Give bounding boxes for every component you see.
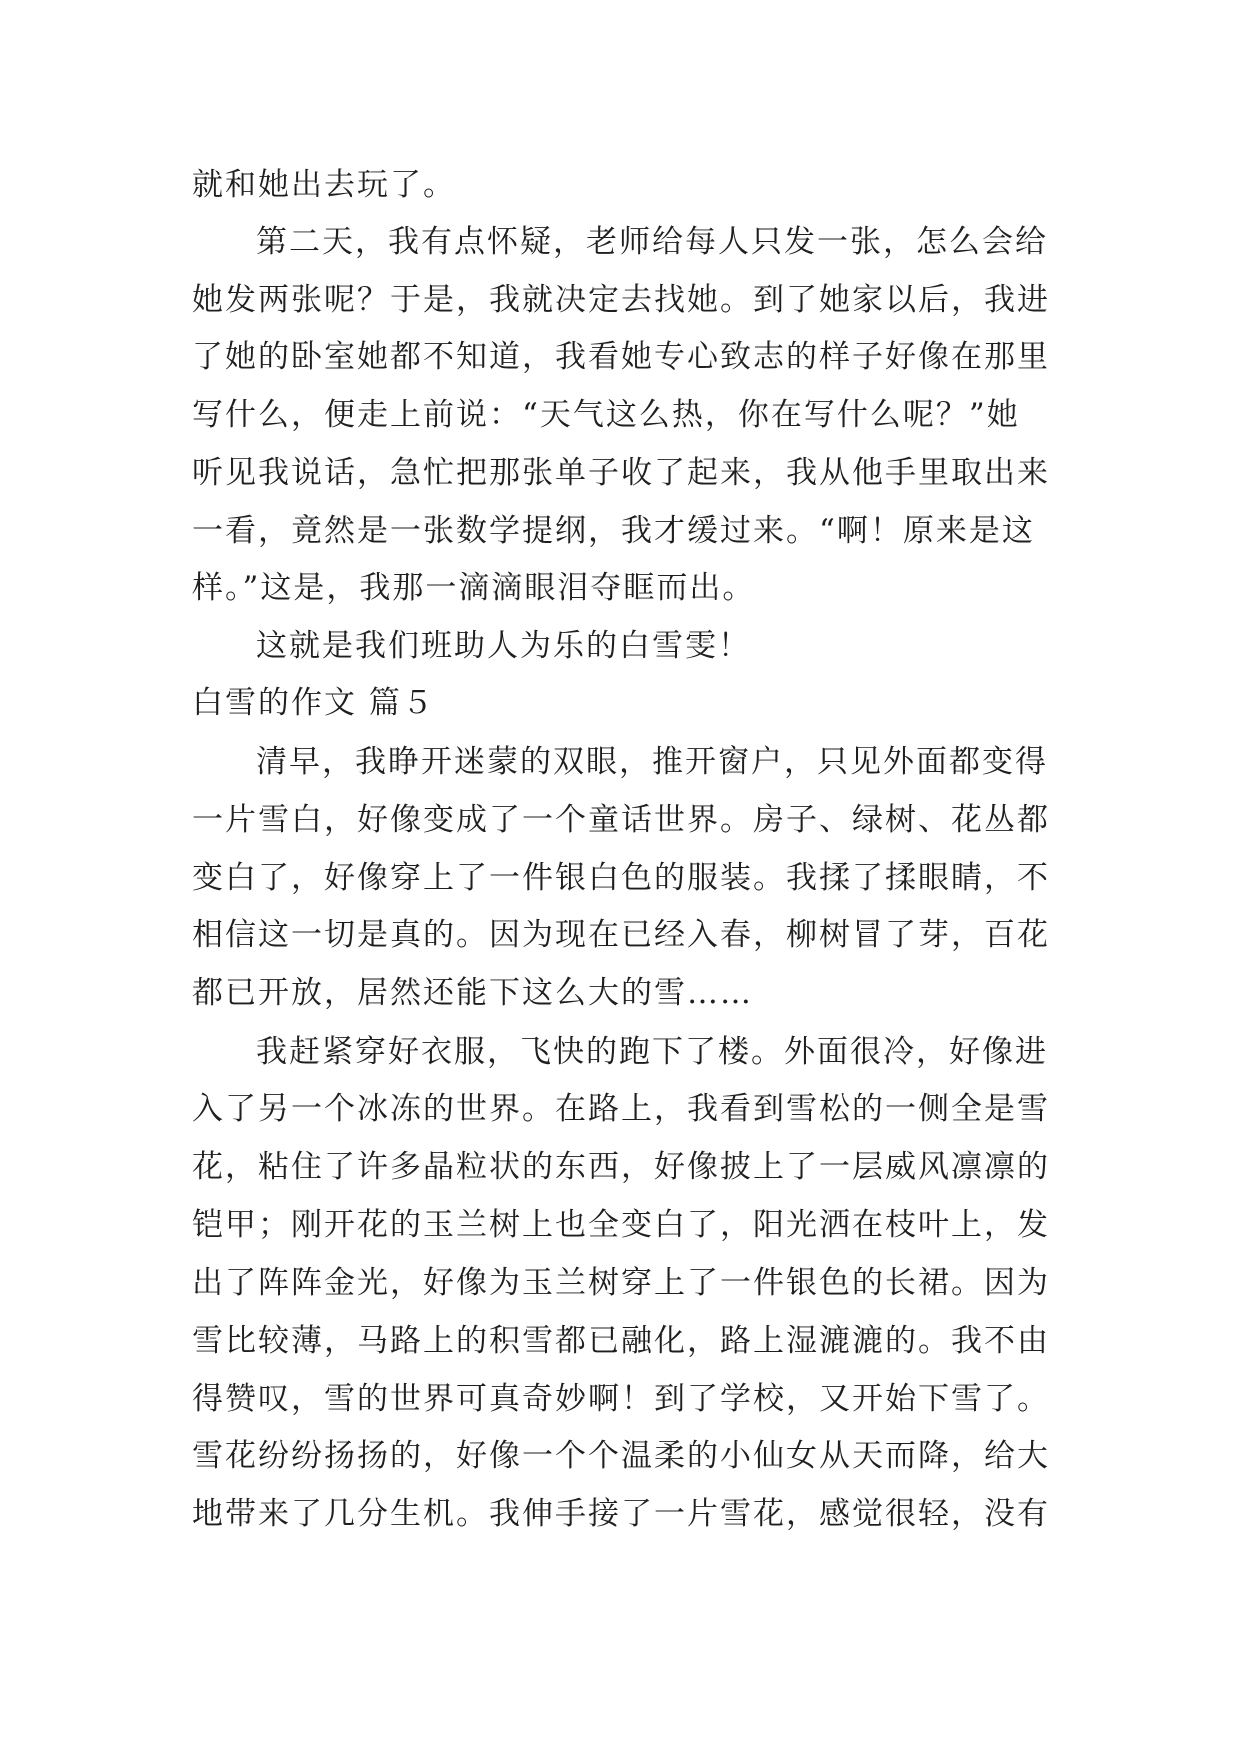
text-line: 相信这一切是真的。因为现在已经入春，柳树冒了芽，百花 (192, 917, 1050, 953)
text-line: 雪比较薄，马路上的积雪都已融化，路上湿漉漉的。我不由 (192, 1323, 1050, 1359)
text-line: 一片雪白，好像变成了一个童话世界。房子、绿树、花丛都 (192, 802, 1050, 838)
text-line: 变白了，好像穿上了一件银白色的服装。我揉了揉眼睛，不 (192, 860, 1050, 896)
text-line: 花，粘住了许多晶粒状的东西，好像披上了一层威风凛凛的 (192, 1149, 1050, 1185)
text-line: 都已开放，居然还能下这么大的雪…… (192, 975, 753, 1011)
text-line: 就和她出去玩了。 (192, 167, 456, 203)
text-line: 一看，竟然是一张数学提纲，我才缓过来。“啊！原来是这 (192, 513, 1035, 549)
text-line: 铠甲；刚开花的玉兰树上也全变白了，阳光洒在枝叶上，发 (192, 1207, 1050, 1243)
paragraph-start-line: 清早，我睁开迷蒙的双眼，推开窗户，只见外面都变得 (256, 744, 1048, 780)
text-line: 样。”这是，我那一滴滴眼泪夺眶而出。 (192, 570, 756, 606)
text-line: 地带来了几分生机。我伸手接了一片雪花，感觉很轻，没有 (192, 1496, 1050, 1532)
paragraph-start-line: 我赶紧穿好衣服，飞快的跑下了楼。外面很冷，好像进 (256, 1034, 1048, 1070)
text-line: 入了另一个冰冻的世界。在路上，我看到雪松的一侧全是雪 (192, 1091, 1050, 1127)
paragraph-start-line: 这就是我们班助人为乐的白雪雯！ (256, 628, 751, 664)
section-heading: 白雪的作文 篇５ (192, 685, 435, 721)
text-line: 出了阵阵金光，好像为玉兰树穿上了一件银色的长裙。因为 (192, 1265, 1050, 1301)
paragraph-start-line: 第二天，我有点怀疑，老师给每人只发一张，怎么会给 (256, 224, 1048, 260)
text-line: 她发两张呢？于是，我就决定去找她。到了她家以后，我进 (192, 282, 1050, 318)
text-line: 写什么，便走上前说：“天气这么热，你在写什么呢？”她 (192, 397, 1020, 433)
text-line: 了她的卧室她都不知道，我看她专心致志的样子好像在那里 (192, 339, 1050, 375)
text-line: 听见我说话，急忙把那张单子收了起来，我从他手里取出来 (192, 455, 1050, 491)
text-line: 得赞叹，雪的世界可真奇妙啊！到了学校，又开始下雪了。 (192, 1381, 1050, 1417)
text-line: 雪花纷纷扬扬的，好像一个个温柔的小仙女从天而降，给大 (192, 1438, 1050, 1474)
